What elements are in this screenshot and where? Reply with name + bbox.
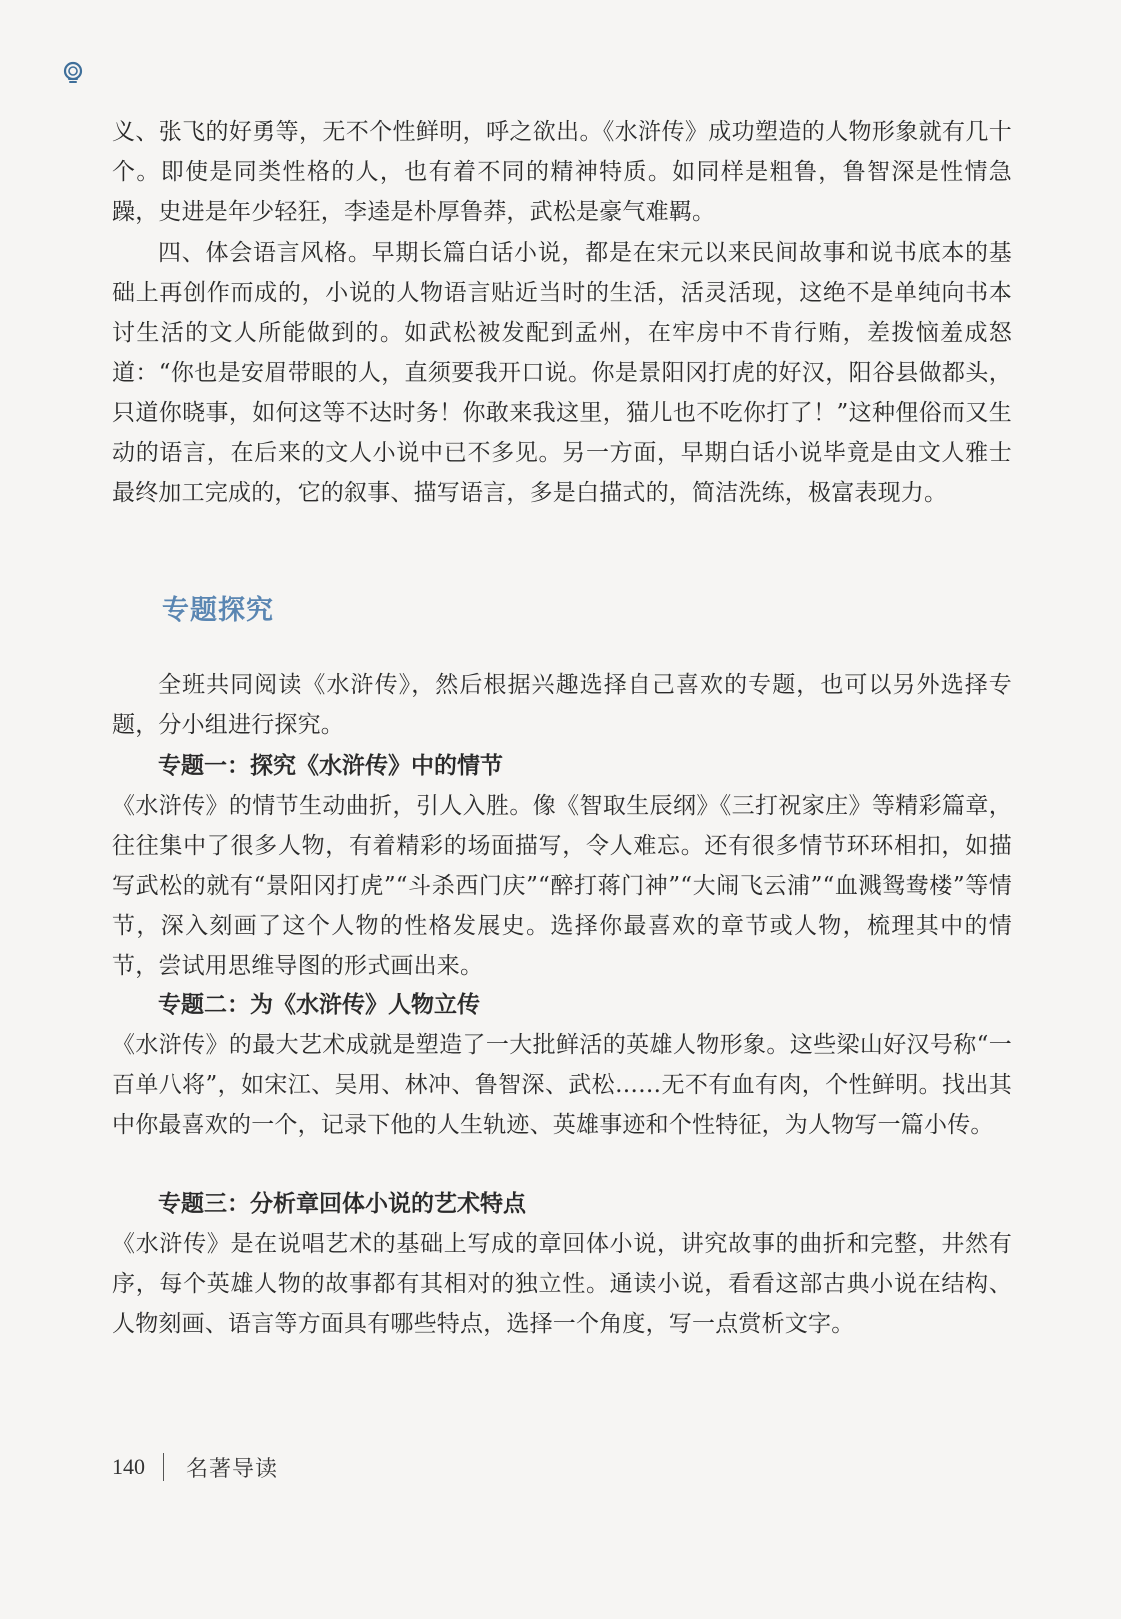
section-intro: 全班共同阅读《水浒传》，然后根据兴趣选择自己喜欢的专题，也可以另外选择专题，分小组进行探究。 [112,672,1012,738]
topic-2-text: 《水浒传》的最大艺术成就是塑造了一大批鲜活的英雄人物形象。这些梁山好汉号称“一百单八将”，如宋江、吴用、林冲、鲁智深、武松……无不有血有肉，个性鲜明。找出其中你最喜欢的一个，记录下他的人生轨迹、英雄事迹和个性特征，为人物写一篇小传。 [112,1032,1012,1138]
topic-3-text: 《水浒传》是在说唱艺术的基础上写成的章回体小说，讲究故事的曲折和完整，井然有序，每个英雄人物的故事都有其相对的独立性。通读小说，看看这部古典小说在结构、人物刻画、语言等方面具有哪些特点，选择一个角度，写一点赏析文字。 [112,1231,1012,1337]
topic-2-heading: 专题二：为《水浒传》人物立传 [158,991,480,1018]
page-footer [112,1452,278,1482]
lightbulb-icon [60,60,86,86]
section-title: 专题探究 [162,595,274,626]
body-paragraph-2: 四、体会语言风格。早期长篇白话小说，都是在宋元以来民间故事和说书底本的基础上再创作而成的，小说的人物语言贴近当时的生活，活灵活现，这绝不是单纯向书本讨生活的文人所能做到的。如武松被发配到孟州，在牢房中不肯行贿，差拨恼羞成怒道：“你也是安眉带眼的人，直须要我开口说。你是景阳冈打虎的好汉，阳谷县做都头，只道你晓事，如何这等不达时务！你敢来我这里，猫儿也不吃你打了！”这种俚俗而又生动的语言，在后来的文人小说中已不多见。另一方面，早期白话小说毕竟是由文人雅士最终加工完成的，它的叙事、描写语言，多是白描式的，简洁洗练，极富表现力。 [112,240,1012,506]
body-paragraph-1: 义、张飞的好勇等，无不个性鲜明，呼之欲出。《水浒传》成功塑造的人物形象就有几十个。即使是同类性格的人，也有着不同的精神特质。如同样是粗鲁，鲁智深是性情急躁，史进是年少轻狂，李逵是朴厚鲁莽，武松是豪气难羁。 [112,119,1012,225]
page-number: 140 [112,1454,145,1479]
topic-1-text: 《水浒传》的情节生动曲折，引人入胜。像《智取生辰纲》《三打祝家庄》等精彩篇章，往往集中了很多人物，有着精彩的场面描写，令人难忘。还有很多情节环环相扣，如描写武松的就有“景阳冈打虎”“斗杀西门庆”“醉打蒋门神”“大闹飞云浦”“血溅鸳鸯楼”等情节，深入刻画了这个人物的性格发展史。选择你最喜欢的章节或人物，梳理其中的情节，尝试用思维导图的形式画出来。 [112,793,1012,979]
book-title: 名著导读 [186,1456,279,1482]
topic-3-heading: 专题三：分析章回体小说的艺术特点 [158,1190,526,1217]
topic-1-heading: 专题一：探究《水浒传》中的情节 [158,752,503,779]
footer-divider [163,1453,164,1481]
